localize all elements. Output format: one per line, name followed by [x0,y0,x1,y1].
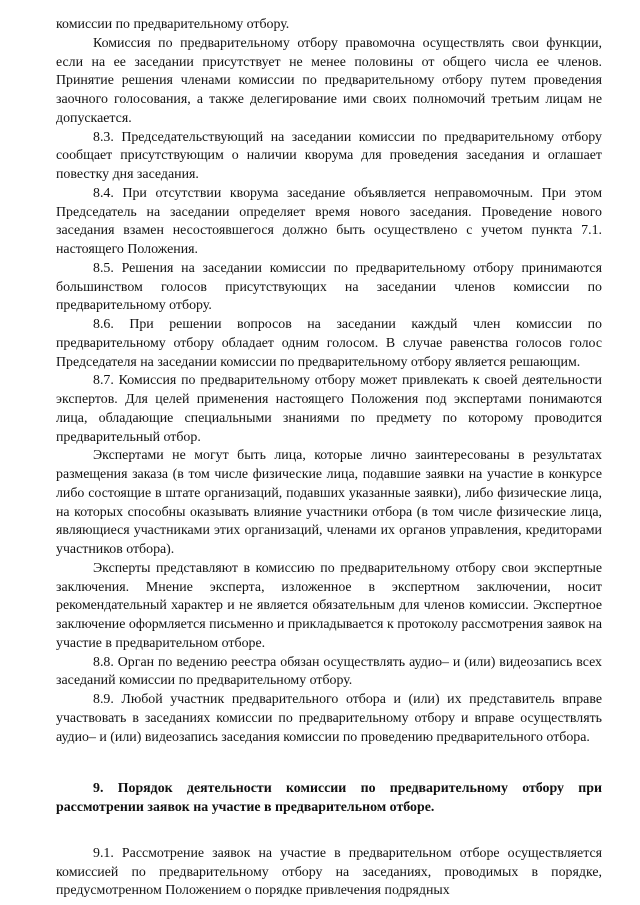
paragraph-8-7: 8.7. Комиссия по предварительному отбору может привлекать к своей деятельности экспертов. Для целей применения настоящего Положения под экспертами понимаются лица, обладающие специальными знаниями по предмету по которому проводится предварительный отбор. [56,373,602,445]
paragraph-quorum: Комиссия по предварительному отбору правомочна осуществлять свои функции, если на ее заседании присутствует не менее половины от общего числа ее членов. Принятие решения членами комиссии по предварительному отбору путем проведения заочного голосования, а также делегирование ими своих полномочий третьим лицам не допускается. [56,35,602,126]
paragraph-continuation: комиссии по предварительному отбору. [56,17,290,32]
paragraph-8-8: 8.8. Орган по ведению реестра обязан осуществлять аудио– и (или) видеозапись всех заседаний комиссии по предварительному отбору. [56,654,602,689]
paragraph-8-5: 8.5. Решения на заседании комиссии по предварительному отбору принимаются большинством голосов присутствующих на заседании членов комиссии по предварительному отбору. [56,260,602,314]
paragraph-experts-conclusions: Эксперты представляют в комиссию по предварительному отбору свои экспертные заключения. Мнение эксперта, изложенное в экспертном заключении, носит рекомендательный характер и не является обязательным для членов комиссии. Экспертное заключение оформляется письменно и прикладывается к протоколу рассмотрения заявок на участие в предварительном отборе. [56,560,602,651]
paragraph-8-6: 8.6. При решении вопросов на заседании каждый член комиссии по предварительному отбору обладает одним голосом. В случае равенства голосов голос Председателя на заседании комиссии по предварительному отбору является решающим. [56,317,602,370]
paragraph-9-1: 9.1. Рассмотрение заявок на участие в предварительном отборе осуществляется комиссией по предварительному отбору на заседаниях, проводимых в порядке, предусмотренном Положением о порядке привлечения подрядных [56,845,602,899]
paragraph-experts-restrictions: Экспертами не могут быть лица, которые лично заинтересованы в результатах размещения заказа (в том числе физические лица, подавшие заявки на участие в конкурсе либо состоящие в штате организаций, подавших указанные заявки), либо физические лица, на которых способны оказывать влияние участники отбора (в том числе физические лица, являющиеся участниками этих организаций, членами их органов управления, кредиторами участников отбора). [56,448,602,557]
paragraph-8-3: 8.3. Председательствующий на заседании комиссии по предварительному отбору сообщает присутствующим о наличии кворума для проведения заседания и оглашает повестку дня заседания. [56,129,602,182]
paragraph-8-4: 8.4. При отсутствии кворума заседание объявляется неправомочным. При этом Председатель на заседании определяет время нового заседания. Проведение нового заседания взамен несостоявшегося должно быть осуществлено с учетом пункта 7.1. настоящего Положения. [56,185,602,257]
section-heading: 9. Порядок деятельности комиссии по предварительному отбору при рассмотрении заявок на участие в предварительном отборе. [56,781,602,815]
paragraph-8-9: 8.9. Любой участник предварительного отбора и (или) их представитель вправе участвовать в заседаниях комиссии по предварительному отбору и вправе осуществлять аудио– и (или) видеозапись заседания комиссии по проведению предварительного отбора. [56,692,602,745]
